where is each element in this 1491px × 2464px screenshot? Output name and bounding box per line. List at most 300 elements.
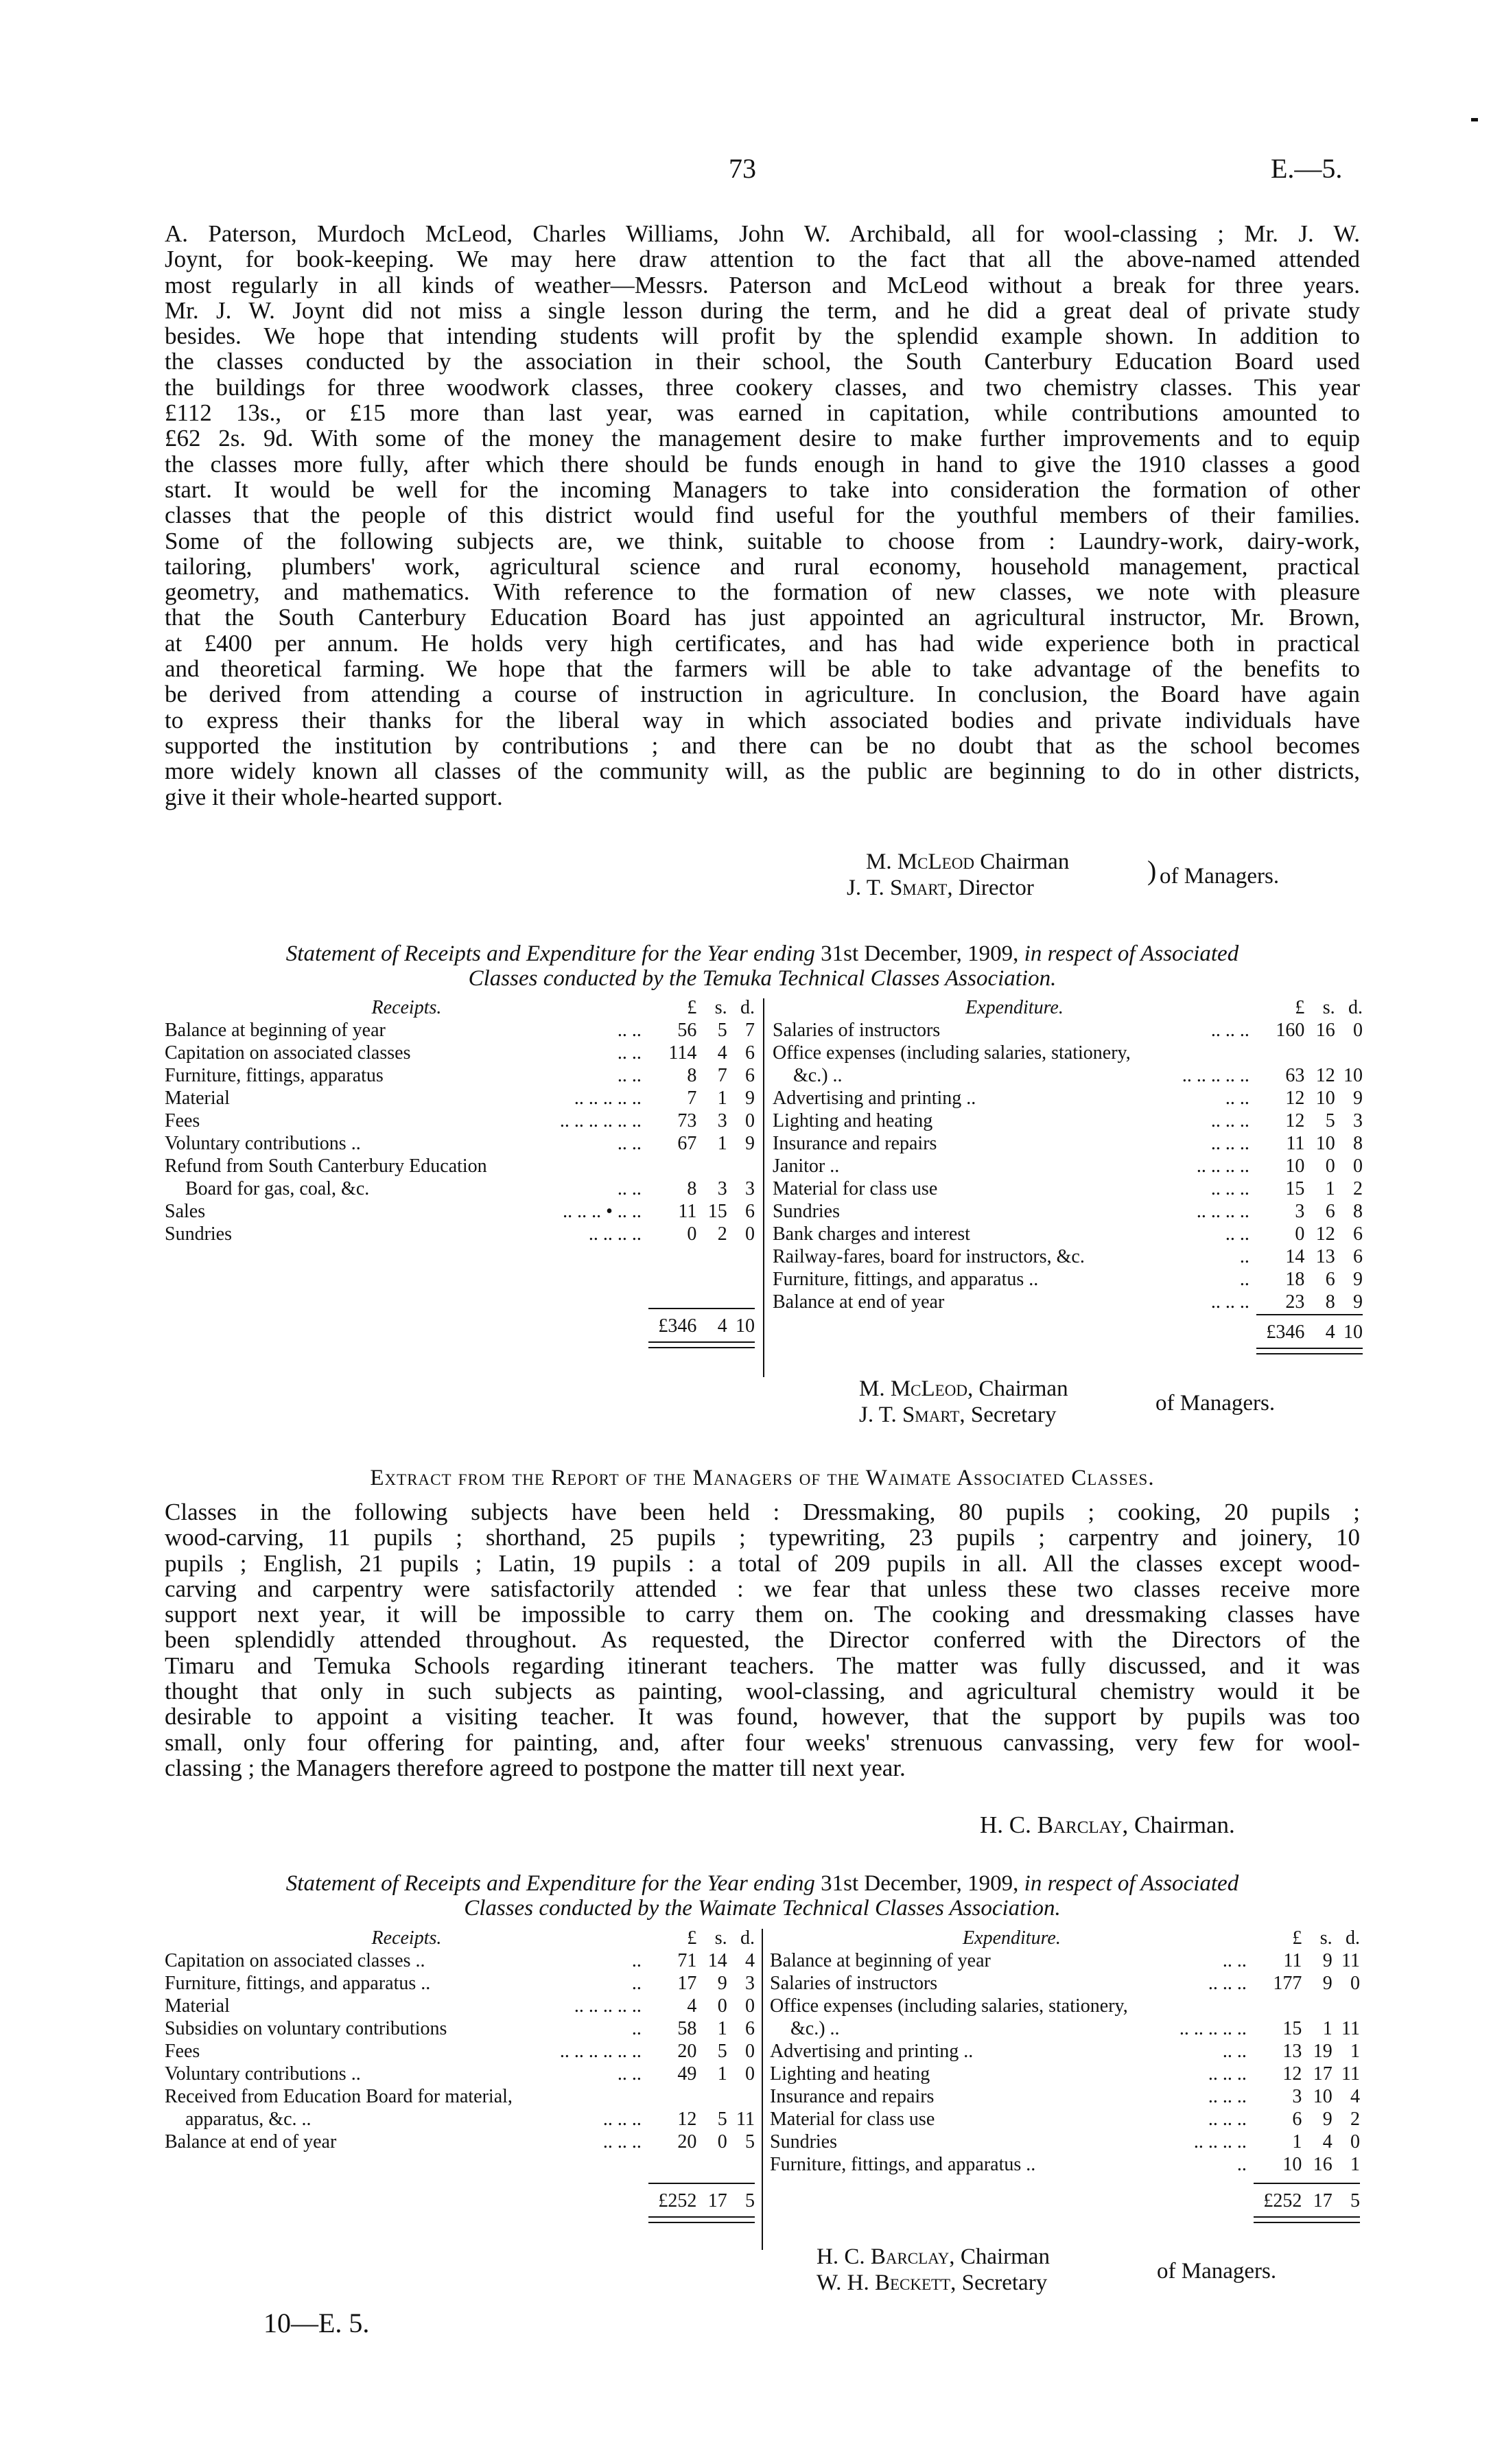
shillings-value: 4 xyxy=(717,1042,727,1064)
pounds-value: 4 xyxy=(687,1995,697,2017)
leader-dots: .. .. .. xyxy=(1210,1133,1249,1154)
row-label xyxy=(165,2063,648,2085)
pence-value: 8 xyxy=(1353,1133,1363,1154)
shillings-value: 5 xyxy=(717,1020,727,1041)
paragraph-line: thought that only in such subjects as painting, wool-classing, and agricultural chemistry would it be xyxy=(165,1678,1360,1705)
row-label xyxy=(773,1132,1256,1155)
blank xyxy=(165,1309,648,1315)
pounds-value: 17 xyxy=(677,1973,697,1994)
table-row xyxy=(165,2040,755,2063)
table-row xyxy=(773,1245,1363,1268)
pence-value: 4 xyxy=(745,1950,755,1971)
table-row xyxy=(773,1042,1363,1064)
row-label-text: Subsidies on voluntary contributions xyxy=(165,2018,447,2039)
pence-value: 0 xyxy=(745,1110,755,1131)
leader-dots: .. .. xyxy=(1222,2041,1247,2062)
managers-suffix: of Managers. xyxy=(1155,1391,1276,1416)
paragraph-line: support next year, it will be impossible to carry them on. The cooking and dressmaking classes have xyxy=(165,1601,1360,1628)
paragraph-line: that the South Canterbury Education Board has just appointed an agricultural instructor, Mr. Brown, xyxy=(165,604,1360,631)
row-label xyxy=(773,1177,1256,1200)
pence-value: 6 xyxy=(745,1201,755,1222)
row-label-text: Balance at beginning of year xyxy=(770,1950,991,1971)
shillings-value: 1 xyxy=(717,1088,727,1109)
row-label-text: &c.) .. xyxy=(790,2018,840,2039)
leader-dots: .. .. .. .. xyxy=(1196,1201,1249,1222)
pounds-value: 11 xyxy=(678,1201,697,1222)
pence-value: 3 xyxy=(1353,1110,1363,1131)
blank xyxy=(773,1321,1256,1344)
table-row xyxy=(165,1949,755,1972)
shillings-value xyxy=(696,2085,727,2108)
total-row xyxy=(773,1321,1363,1344)
row-label-text: Capitation on associated classes .. xyxy=(165,1950,425,1971)
signature-line-director: J. T. Smart, Director xyxy=(847,876,1034,900)
table-row xyxy=(165,1223,755,1245)
row-label xyxy=(773,1268,1256,1291)
shillings-value: 3 xyxy=(717,1110,727,1131)
shillings-value: 9 xyxy=(1322,2109,1332,2130)
spacer xyxy=(770,2176,1360,2183)
total-row xyxy=(770,2190,1360,2212)
paragraph-line: A. Paterson, Murdoch McLeod, Charles Williams, John W. Archibald, all for wool-classing ; Mr. J. W. xyxy=(165,220,1360,247)
table-row xyxy=(165,1087,755,1110)
temuka-receipts-table xyxy=(165,996,755,1348)
leader-dots: .. .. .. xyxy=(1208,2063,1247,2085)
pence-value: 9 xyxy=(745,1088,755,1109)
pounds-value: 20 xyxy=(677,2041,697,2062)
shillings-value: 6 xyxy=(1325,1201,1335,1222)
pence-value: 3 xyxy=(745,1973,755,1994)
row-label xyxy=(773,1223,1256,1245)
pence-value: 3 xyxy=(745,1178,755,1199)
pounds-value xyxy=(1256,1042,1304,1064)
row-label xyxy=(165,2108,648,2131)
table-row xyxy=(773,1223,1363,1245)
pounds-value: 15 xyxy=(1285,1178,1305,1199)
row-label-text: Bank charges and interest xyxy=(773,1223,970,1245)
blank xyxy=(165,1315,648,1337)
row-label-text: Board for gas, coal, &c. xyxy=(185,1178,370,1199)
pounds-value: 114 xyxy=(668,1042,697,1064)
pounds-value: 20 xyxy=(677,2131,697,2152)
total-pounds: £346 xyxy=(1266,1322,1305,1343)
pounds-value: 0 xyxy=(687,1223,697,1245)
row-label xyxy=(770,1949,1254,1972)
spacer xyxy=(165,2153,755,2183)
paragraph-line: the classes more fully, after which there should be funds enough in hand to give the 1910 classes a good xyxy=(165,450,1360,478)
paragraph-line: besides. We hope that intending students will profit by the splendid example shown. In addition to xyxy=(165,322,1360,350)
pounds-value: 58 xyxy=(677,2018,697,2039)
margin-mark xyxy=(1471,118,1478,121)
waimate-extract-signature: H. C. Barclay, Chairman. xyxy=(980,1811,1235,1838)
table-row xyxy=(773,1132,1363,1155)
shillings-value: 14 xyxy=(707,1950,727,1971)
table-row xyxy=(165,2131,755,2153)
leader-dots: .. .. xyxy=(617,2063,642,2085)
table-row xyxy=(773,1177,1363,1200)
row-label xyxy=(165,1200,648,1223)
row-label-text: &c.) .. xyxy=(793,1065,843,1086)
total-pounds: £346 xyxy=(658,1315,697,1337)
pence-value: 0 xyxy=(745,2063,755,2085)
pence-value: 11 xyxy=(1341,2063,1360,2085)
table-divider xyxy=(762,1929,763,2250)
column-heading: Receipts. xyxy=(371,997,442,1018)
blank xyxy=(165,2183,648,2190)
total-pence: 10 xyxy=(1343,1322,1363,1343)
pounds-value: 8 xyxy=(687,1178,697,1199)
shillings-heading: s. xyxy=(714,997,727,1018)
pence-value: 1 xyxy=(1350,2154,1360,2175)
table-divider xyxy=(763,998,764,1377)
paragraph-line: desirable to appoint a visiting teacher. It was found, however, that the support by pupils was too xyxy=(165,1703,1360,1730)
leader-dots: .. .. .. .. xyxy=(1193,2131,1247,2152)
pence-value: 9 xyxy=(1353,1291,1363,1313)
leader-dots: .. .. .. xyxy=(602,2131,642,2152)
row-label-text: Sundries xyxy=(165,1223,232,1245)
pounds-value: 12 xyxy=(1282,2063,1302,2085)
paragraph-line: tailoring, plumbers' work, agricultural science and rural economy, household management, practical xyxy=(165,552,1360,580)
leader-dots: .. .. .. xyxy=(1210,1020,1249,1041)
pounds-value: 67 xyxy=(677,1133,697,1154)
leader-dots: .. .. .. .. .. xyxy=(1182,1065,1249,1086)
blank xyxy=(165,2190,648,2212)
row-label xyxy=(165,1949,648,1972)
row-label-text: Material for class use xyxy=(773,1178,938,1199)
shillings-value: 0 xyxy=(1325,1155,1335,1177)
table-row xyxy=(770,1949,1360,1972)
shillings-value: 15 xyxy=(707,1201,727,1222)
shillings-value: 17 xyxy=(1313,2063,1332,2085)
double-rule-lines xyxy=(1254,2216,1360,2223)
row-label xyxy=(165,2040,648,2063)
row-label xyxy=(165,1110,648,1132)
row-label xyxy=(770,2085,1254,2108)
pence-heading: d. xyxy=(740,997,755,1018)
pence-value: 9 xyxy=(1353,1269,1363,1290)
table-row xyxy=(770,1995,1360,2017)
row-label-text: Voluntary contributions .. xyxy=(165,2063,361,2085)
pounds-value: 71 xyxy=(677,1950,697,1971)
row-label-text: Insurance and repairs xyxy=(773,1133,937,1154)
paragraph-line: start. It would be well for the incoming Managers to take into consideration the formation of other xyxy=(165,476,1360,503)
row-label xyxy=(165,2017,648,2040)
double-rule-lines xyxy=(1256,1348,1363,1354)
paragraph-line: small, only four offering for painting, and, after four weeks' strenuous canvassing, very few for wool- xyxy=(165,1728,1360,1756)
row-label xyxy=(165,1087,648,1110)
waimate-extract-heading: Extract from the Report of the Managers of the Waimate Associated Classes. xyxy=(370,1466,1155,1490)
total-shillings: 4 xyxy=(717,1315,727,1337)
row-label xyxy=(165,2131,648,2153)
pence-value: 0 xyxy=(1353,1020,1363,1041)
leader-dots: .. .. xyxy=(1225,1223,1249,1245)
shillings-value: 10 xyxy=(1313,2086,1332,2107)
row-label-text: apparatus, &c. .. xyxy=(185,2109,312,2130)
managers-suffix: of Managers. xyxy=(1160,864,1280,889)
blank xyxy=(770,2190,1254,2212)
row-label xyxy=(165,1972,648,1995)
brace: ) xyxy=(1147,855,1157,886)
table-row xyxy=(165,2108,755,2131)
row-label xyxy=(165,1177,648,1200)
shillings-value: 0 xyxy=(717,1995,727,2017)
row-label xyxy=(165,2085,648,2108)
row-label-text: Janitor .. xyxy=(773,1155,840,1177)
row-label-text: Lighting and heating xyxy=(770,2063,930,2085)
pounds-value: 3 xyxy=(1295,1201,1305,1222)
pence-value: 9 xyxy=(1353,1088,1363,1109)
row-label xyxy=(770,1995,1254,2017)
shillings-value: 13 xyxy=(1315,1246,1335,1267)
row-label-text: Received from Education Board for material, xyxy=(165,2086,513,2107)
row-label-text: Sundries xyxy=(770,2131,837,2152)
pence-value: 8 xyxy=(1353,1201,1363,1222)
table-row xyxy=(773,1110,1363,1132)
waimate-statement-caption: Statement of Receipts and Expenditure for the Year ending 31st December, 1909, in respect of Associated Classes conducted by the Waimate Technical Classes Association. xyxy=(285,1871,1239,1921)
table-row xyxy=(770,2085,1360,2108)
pence-value: 0 xyxy=(745,1223,755,1245)
table-row xyxy=(770,1972,1360,1995)
pounds-value: 23 xyxy=(1285,1291,1305,1313)
shillings-value: 8 xyxy=(1325,1291,1335,1313)
row-label xyxy=(165,1019,648,1042)
paragraph-line: supported the institution by contributions ; and there can be no doubt that as the school becomes xyxy=(165,731,1360,759)
pence-value: 6 xyxy=(745,2018,755,2039)
shillings-value: 4 xyxy=(1322,2131,1332,2152)
leader-dots: .. .. xyxy=(617,1065,642,1086)
table-row xyxy=(770,2153,1360,2176)
pence-value: 6 xyxy=(1353,1246,1363,1267)
total-rule xyxy=(648,2183,755,2190)
pence-value: 6 xyxy=(745,1065,755,1086)
blank xyxy=(773,1344,1256,1354)
blank xyxy=(770,2212,1254,2223)
row-label-text: Capitation on associated classes xyxy=(165,1042,411,1064)
pence-value: 11 xyxy=(736,2109,755,2130)
shillings-value: 12 xyxy=(1315,1223,1335,1245)
waimate-extract-paragraph xyxy=(165,1499,1360,1781)
paragraph-line: wood-carving, 11 pupils ; shorthand, 25 pupils ; typewriting, 23 pupils ; carpentry and joinery, 10 xyxy=(165,1524,1360,1551)
leader-dots: .. .. .. .. .. .. xyxy=(559,1110,642,1131)
row-label-text: Sundries xyxy=(773,1201,840,1222)
leader-dots: .. .. .. xyxy=(602,2109,642,2130)
leader-dots: .. .. .. .. .. xyxy=(574,1995,642,2017)
pence-value: 5 xyxy=(745,2131,755,2152)
temuka-statement-caption: Statement of Receipts and Expenditure for the Year ending 31st December, 1909, in respect of Associated Classes conducted by the Temuka Technical Classes Association. xyxy=(285,941,1239,991)
pounds-value xyxy=(1254,1995,1302,2017)
double-rule xyxy=(648,2212,755,2223)
blank xyxy=(773,1315,1256,1321)
leader-dots: .. .. xyxy=(617,1133,642,1154)
paragraph-line: be derived from attending a course of instruction in agriculture. In conclusion, the Board have again xyxy=(165,681,1360,708)
pence-value: 6 xyxy=(1353,1223,1363,1245)
total-pence: 5 xyxy=(745,2190,755,2211)
paragraph-line: Timaru and Temuka Schools regarding itinerant teachers. The matter was fully discussed, and it was xyxy=(165,1652,1360,1679)
table-row xyxy=(165,1972,755,1995)
pounds-value: 13 xyxy=(1282,2041,1302,2062)
shillings-value: 9 xyxy=(717,1973,727,1994)
row-label xyxy=(773,1019,1256,1042)
printer-signature-mark: 10—E. 5. xyxy=(263,2308,370,2338)
pounds-value: 10 xyxy=(1285,1155,1305,1177)
shillings-value: 12 xyxy=(1315,1065,1335,1086)
table-row xyxy=(773,1019,1363,1042)
pence-value: 11 xyxy=(1341,1950,1360,1971)
pounds-value: 12 xyxy=(677,2109,697,2130)
row-label-text: Material xyxy=(165,1995,230,2017)
paragraph-line: pupils ; English, 21 pupils ; Latin, 19 pupils : a total of 209 pupils in all. All the classes except wood- xyxy=(165,1549,1360,1577)
pence-value: 4 xyxy=(1350,2086,1360,2107)
row-label xyxy=(165,1995,648,2017)
table-row xyxy=(165,1177,755,1200)
table-row xyxy=(773,1087,1363,1110)
leader-dots: .. .. xyxy=(617,1178,642,1199)
shillings-heading: s. xyxy=(714,1927,727,1949)
row-label-text: Fees xyxy=(165,1110,200,1131)
column-heading: Receipts. xyxy=(371,1927,442,1949)
column-heading: Expenditure. xyxy=(963,1927,1061,1949)
row-label xyxy=(773,1110,1256,1132)
pounds-value: 160 xyxy=(1276,1020,1305,1041)
row-label-text: Voluntary contributions .. xyxy=(165,1133,361,1154)
pounds-value xyxy=(648,1155,696,1177)
row-label xyxy=(770,2108,1254,2131)
pence-value: 0 xyxy=(745,1995,755,2017)
blank xyxy=(770,2183,1254,2190)
shillings-value: 6 xyxy=(1325,1269,1335,1290)
signature-line-secretary: W. H. Beckett, Secretary xyxy=(817,2271,1048,2295)
shillings-value: 10 xyxy=(1315,1088,1335,1109)
shillings-value: 10 xyxy=(1315,1133,1335,1154)
row-label-text: Salaries of instructors xyxy=(773,1020,941,1041)
pounds-value xyxy=(648,2085,696,2108)
paragraph-line: to express their thanks for the liberal way in which associated bodies and private individuals have xyxy=(165,706,1360,734)
pounds-heading: £ xyxy=(687,997,697,1018)
row-label xyxy=(773,1042,1256,1064)
leader-dots: .. .. xyxy=(1222,1950,1247,1971)
shillings-value: 5 xyxy=(1325,1110,1335,1131)
pounds-value: 1 xyxy=(1292,2131,1302,2152)
paragraph-line: give it their whole-hearted support. xyxy=(165,783,503,810)
leader-dots: .. .. .. xyxy=(1210,1178,1249,1199)
paragraph-line: at £400 per annum. He holds very high certificates, and has had wide experience both in practical xyxy=(165,629,1360,657)
table-row xyxy=(770,2063,1360,2085)
table-row xyxy=(773,1155,1363,1177)
shillings-value: 9 xyxy=(1322,1950,1332,1971)
table-row xyxy=(165,1200,755,1223)
paragraph-line: more widely known all classes of the community will, as the public are beginning to do in other districts, xyxy=(165,758,1360,785)
pence-value: 0 xyxy=(1350,1973,1360,1994)
paragraph-line: carving and carpentry were satisfactorily attended : we fear that unless these two classes receive more xyxy=(165,1575,1360,1602)
table-row xyxy=(770,2017,1360,2040)
signature-line-chairman: M. McLeod Chairman xyxy=(866,849,1070,874)
leader-dots: .. xyxy=(631,2018,642,2039)
paragraph-line: Mr. J. W. Joynt did not miss a single lesson during the term, and he did a great deal of private study xyxy=(165,296,1360,324)
shillings-value: 0 xyxy=(717,2131,727,2152)
shillings-value: 1 xyxy=(717,2018,727,2039)
paragraph-line: Joynt, for book-keeping. We may here draw attention to the fact that all the above-named attended xyxy=(165,246,1360,273)
total-rule xyxy=(1254,2183,1360,2190)
leader-dots: .. .. .. • .. .. xyxy=(563,1201,642,1222)
row-label-text: Refund from South Canterbury Education xyxy=(165,1155,487,1177)
row-label xyxy=(773,1087,1256,1110)
leader-dots: .. .. xyxy=(617,1020,642,1041)
shillings-value: 19 xyxy=(1313,2041,1332,2062)
pounds-heading: £ xyxy=(1295,997,1305,1018)
row-label-text: Material xyxy=(165,1088,230,1109)
double-rule-lines xyxy=(648,1341,755,1348)
pounds-value: 10 xyxy=(1282,2154,1302,2175)
pence-value: 0 xyxy=(1350,2131,1360,2152)
pence-value: 7 xyxy=(745,1020,755,1041)
leader-dots: .. xyxy=(1236,2154,1247,2175)
row-label xyxy=(770,2153,1254,2176)
total-shillings: 17 xyxy=(707,2190,727,2211)
leader-dots: .. xyxy=(1239,1246,1249,1267)
paragraph-line: been splendidly attended throughout. As requested, the Director conferred with the Directors of the xyxy=(165,1626,1360,1654)
table-row xyxy=(165,1110,755,1132)
total-rule xyxy=(1256,1315,1363,1321)
table-row xyxy=(165,2017,755,2040)
pounds-value: 8 xyxy=(687,1065,697,1086)
pence-value: 0 xyxy=(1353,1155,1363,1177)
row-label-text: Advertising and printing .. xyxy=(770,2041,974,2062)
total-shillings: 4 xyxy=(1325,1322,1335,1343)
waimate-expenditure-table xyxy=(770,1927,1360,2223)
paragraph-line: and theoretical farming. We hope that the farmers will be able to take advantage of the benefits to xyxy=(165,655,1360,683)
pounds-value: 12 xyxy=(1285,1088,1305,1109)
pence-value: 6 xyxy=(745,1042,755,1064)
row-label xyxy=(165,1064,648,1087)
shillings-value: 16 xyxy=(1315,1020,1335,1041)
shillings-value xyxy=(696,1155,727,1177)
paragraph-line: £112 13s., or £15 more than last year, was earned in capitation, while contributions amounted to xyxy=(165,399,1360,427)
total-pounds: £252 xyxy=(658,2190,697,2211)
column-heading: Expenditure. xyxy=(965,997,1064,1018)
temuka-expenditure-table xyxy=(773,996,1363,1354)
row-label xyxy=(773,1291,1256,1313)
total-shillings: 17 xyxy=(1313,2190,1332,2211)
paragraph-line: the classes conducted by the association in their school, the South Canterbury Education Board used xyxy=(165,348,1360,375)
leader-dots: .. .. .. xyxy=(1210,1291,1249,1313)
signature-line-chairman: M. McLeod, Chairman xyxy=(859,1376,1068,1401)
table-row xyxy=(165,1042,755,1064)
row-label xyxy=(773,1155,1256,1177)
row-label xyxy=(773,1064,1256,1087)
pounds-value: 56 xyxy=(677,1020,697,1041)
row-label-text: Furniture, fittings, and apparatus .. xyxy=(773,1269,1039,1290)
pence-value: 2 xyxy=(1353,1178,1363,1199)
shillings-heading: s. xyxy=(1319,1927,1332,1949)
double-rule xyxy=(1254,2212,1360,2223)
paragraph-line: geometry, and mathematics. With reference to the formation of new classes, we note with pleasure xyxy=(165,578,1360,606)
spacer xyxy=(165,1245,755,1309)
table-row xyxy=(165,1155,755,1177)
pounds-heading: £ xyxy=(687,1927,697,1949)
paragraph-line: Classes in the following subjects have been held : Dressmaking, 80 pupils ; cooking, 20 pupils ; xyxy=(165,1499,1360,1525)
row-label-text: Fees xyxy=(165,2041,200,2062)
leader-dots: .. xyxy=(631,1950,642,1971)
pence-value xyxy=(1335,1042,1363,1064)
leader-dots: .. xyxy=(1239,1269,1249,1290)
row-label xyxy=(165,1042,648,1064)
pounds-value: 11 xyxy=(1286,1133,1305,1154)
shillings-heading: s. xyxy=(1322,997,1335,1018)
row-label-text: Office expenses (including salaries, stationery, xyxy=(773,1042,1131,1064)
pence-heading: d. xyxy=(740,1927,755,1949)
row-label-text: Balance at end of year xyxy=(165,2131,337,2152)
shillings-value: 2 xyxy=(717,1223,727,1245)
